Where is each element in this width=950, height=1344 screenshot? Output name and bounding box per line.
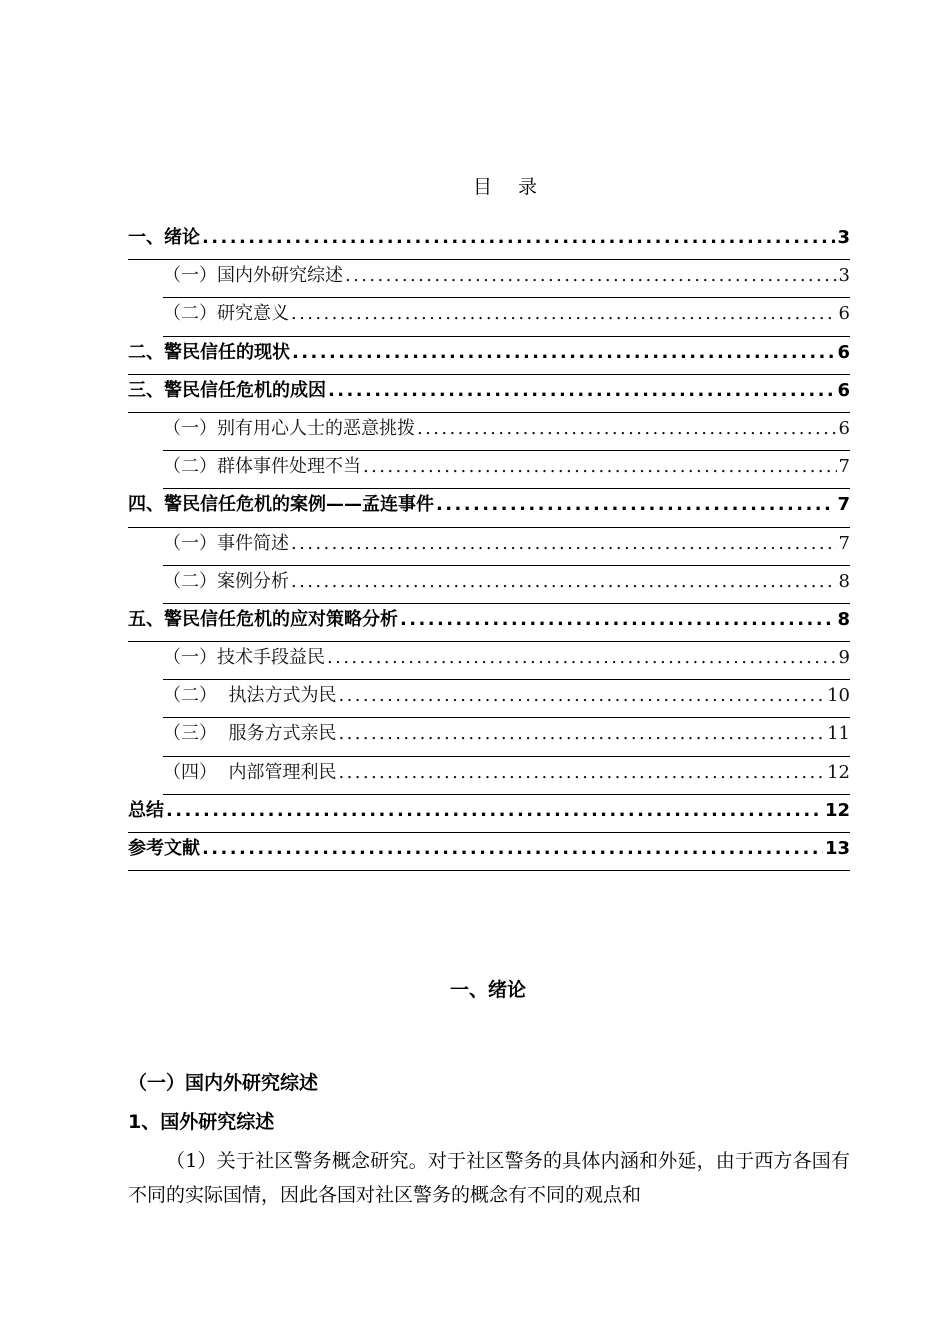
toc-entry-page: 6 xyxy=(837,379,850,401)
toc-leader-dots xyxy=(166,797,823,825)
toc-entry[interactable] xyxy=(163,642,850,680)
toc-entry-label: 总结 xyxy=(128,799,164,821)
toc-entry-label: （二） 执法方式为民 xyxy=(163,685,337,707)
toc-entry-label: （一）别有用心人士的恶意挑拨 xyxy=(163,417,415,439)
toc-entry[interactable] xyxy=(128,375,850,413)
toc-entry-label: （二）群体事件处理不当 xyxy=(163,456,361,478)
toc-entry-label: 一、绪论 xyxy=(128,227,200,248)
body-paragraph: （1）关于社区警务概念研究。对于社区警务的具体内涵和外延，由于西方各国有不同的实际国情，因此各国对社区警务的概念有不同的观点和 xyxy=(128,1150,850,1206)
toc-entry-page: 7 xyxy=(838,532,850,554)
toc-entry-label: 二、警民信任的现状 xyxy=(128,341,290,363)
toc-leader-dots xyxy=(202,224,835,252)
toc-entry-page: 13 xyxy=(824,838,850,859)
toc-leader-dots xyxy=(417,415,837,443)
toc-entry[interactable] xyxy=(163,718,850,756)
toc-entry-page: 9 xyxy=(838,647,850,669)
toc-entry-page: 10 xyxy=(827,685,850,707)
toc-entry[interactable] xyxy=(163,566,850,604)
toc-entry-label: （一）国内外研究综述 xyxy=(163,265,343,287)
toc-leader-dots xyxy=(202,835,823,863)
toc-entry-page: 6 xyxy=(838,303,850,325)
toc-entry[interactable] xyxy=(163,451,850,489)
toc-leader-dots xyxy=(327,644,837,672)
toc-leader-dots xyxy=(292,339,835,367)
toc-entry[interactable] xyxy=(128,795,850,833)
toc-entry-page: 3 xyxy=(837,227,850,248)
toc-leader-dots xyxy=(436,491,835,519)
toc-leader-dots xyxy=(338,720,825,748)
toc-entry[interactable] xyxy=(163,413,850,451)
toc-entry-label: 四、警民信任危机的案例——孟连事件 xyxy=(128,494,434,516)
toc-leader-dots xyxy=(338,759,825,787)
toc-entry-page: 6 xyxy=(838,417,850,439)
toc-entry-label: 五、警民信任危机的应对策略分析 xyxy=(128,608,398,630)
toc-entry-page: 12 xyxy=(827,761,850,783)
toc-entry-label: （一）事件简述 xyxy=(163,532,289,554)
toc-entry-page: 6 xyxy=(837,341,850,363)
toc-entry-page: 7 xyxy=(838,456,850,478)
subsection-heading: （一）国内外研究综述 xyxy=(128,1072,319,1094)
toc-entry[interactable] xyxy=(163,260,850,298)
toc-entry-page: 11 xyxy=(827,723,850,745)
toc-entry-label: （三） 服务方式亲民 xyxy=(163,723,337,745)
toc-entry[interactable] xyxy=(163,298,850,336)
toc-leader-dots xyxy=(345,262,837,290)
toc-entry-label: 参考文献 xyxy=(128,838,200,859)
toc-leader-dots xyxy=(291,300,837,328)
toc-leader-dots xyxy=(328,377,835,405)
toc-entry-label: （四） 内部管理利民 xyxy=(163,761,337,783)
subsubsection-heading: 1、国外研究综述 xyxy=(128,1111,275,1133)
toc-entry[interactable] xyxy=(163,757,850,795)
toc-entry-label: （二）案例分析 xyxy=(163,570,289,592)
toc-entry-page: 8 xyxy=(837,608,850,630)
toc-entry-page: 7 xyxy=(837,494,850,516)
toc-entry-label: 三、警民信任危机的成因 xyxy=(128,379,326,401)
toc-entry[interactable] xyxy=(128,489,850,527)
toc-entry-label: （二）研究意义 xyxy=(163,303,289,325)
toc-entry[interactable] xyxy=(163,528,850,566)
toc-leader-dots xyxy=(291,568,837,596)
toc-entry-page: 8 xyxy=(838,570,850,592)
toc-entry-label: （一）技术手段益民 xyxy=(163,647,325,669)
section-heading: 一、绪论 xyxy=(449,979,526,1001)
table-of-contents xyxy=(128,222,850,871)
toc-leader-dots xyxy=(338,682,825,710)
toc-entry[interactable] xyxy=(128,337,850,375)
toc-leader-dots xyxy=(400,606,835,634)
toc-leader-dots xyxy=(363,453,837,481)
toc-leader-dots xyxy=(291,530,837,558)
toc-entry[interactable] xyxy=(128,604,850,642)
toc-entry[interactable] xyxy=(128,222,850,260)
toc-entry[interactable] xyxy=(128,833,850,871)
toc-entry-page: 12 xyxy=(824,799,850,821)
toc-title: 目 录 xyxy=(472,176,548,198)
toc-entry[interactable] xyxy=(163,680,850,718)
toc-entry-page: 3 xyxy=(838,265,850,287)
